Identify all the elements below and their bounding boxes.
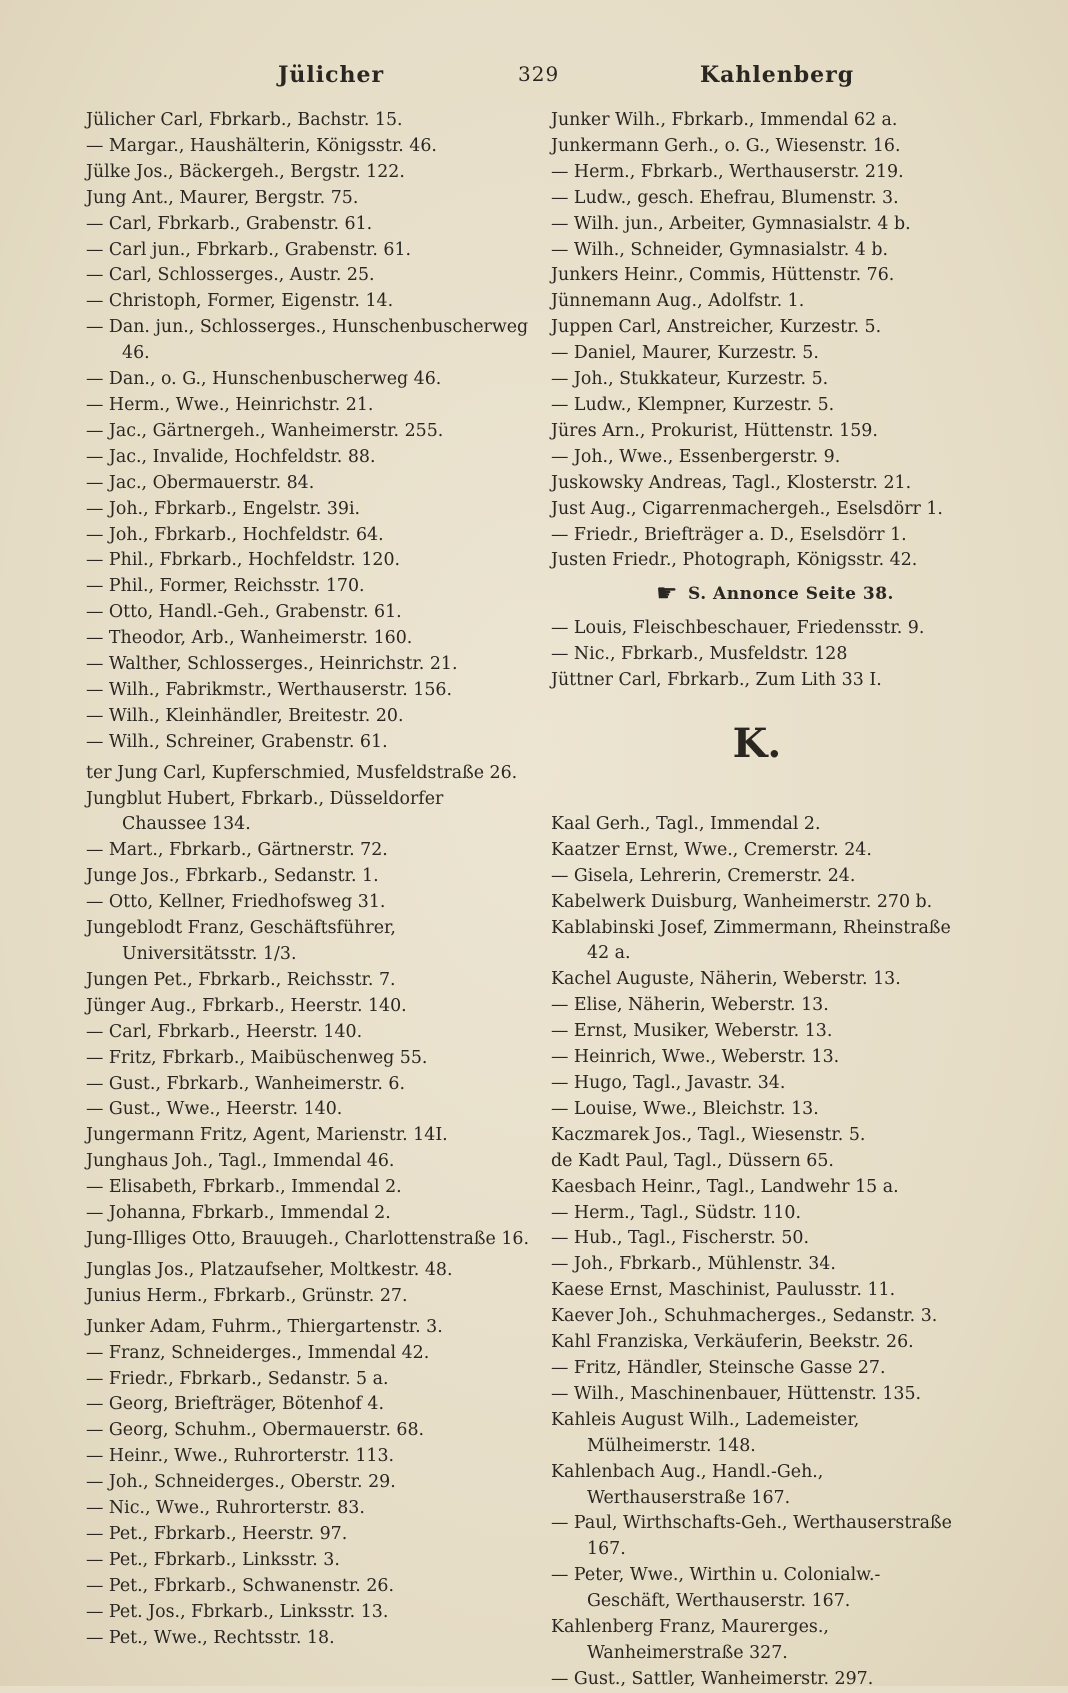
directory-entry: — Elise, Näherin, Weberstr. 13. (551, 995, 829, 1016)
directory-entry: Just Aug., Cigarrenmachergeh., Eselsdörr 1. (551, 498, 943, 519)
directory-entry: — Joh., Fbrkarb., Mühlenstr. 34. (551, 1254, 836, 1275)
directory-entry: — Jac., Gärtnergeh., Wanheimerstr. 255. (86, 420, 444, 441)
directory-entry: — Otto, Kellner, Friedhofsweg 31. (86, 892, 386, 913)
directory-entry: — Carl, Fbrkarb., Heerstr. 140. (86, 1021, 363, 1042)
directory-entry: — Herm., Fbrkarb., Werthauserstr. 219. (551, 161, 904, 182)
directory-entry: — Herm., Wwe., Heinrichstr. 21. (86, 394, 374, 415)
directory-entry: Justen Friedr., Photograph, Königsstr. 42. (551, 550, 918, 571)
page-header (0, 62, 1068, 98)
directory-entry: — Theodor, Arb., Wanheimerstr. 160. (86, 628, 413, 649)
directory-entry: — Fritz, Händler, Steinsche Gasse 27. (551, 1357, 886, 1378)
directory-entry: Kablabinski Josef, Zimmermann, Rheinstraße 42 a. (551, 917, 951, 964)
directory-entry: — Joh., Schneiderges., Oberstr. 29. (86, 1472, 396, 1493)
directory-entry: Kaczmarek Jos., Tagl., Wiesenstr. 5. (551, 1124, 866, 1145)
directory-entry: — Joh., Fbrkarb., Engelstr. 39i. (86, 498, 361, 519)
directory-entry: — Nic., Fbrkarb., Musfeldstr. 128 (551, 644, 848, 665)
header-left-word: Jülicher (278, 62, 385, 88)
directory-entry: — Dan. jun., Schlosserges., Hunschenbuscherweg 46. (86, 317, 529, 364)
directory-entry: — Otto, Handl.-Geh., Grabenstr. 61. (86, 602, 402, 623)
directory-entry: Kaal Gerh., Tagl., Immendal 2. (551, 813, 821, 834)
directory-entry: — Hub., Tagl., Fischerstr. 50. (551, 1228, 810, 1249)
right-column-mid-entries (551, 616, 963, 694)
directory-entry: Junkers Heinr., Commis, Hüttenstr. 76. (551, 265, 895, 286)
directory-entry: — Walther, Schlosserges., Heinrichstr. 21. (86, 654, 458, 675)
directory-entry: — Gust., Sattler, Wanheimerstr. 297. (551, 1668, 874, 1689)
directory-entry: Junghaus Joh., Tagl., Immendal 46. (86, 1151, 395, 1172)
directory-entry: — Wilh. jun., Arbeiter, Gymnasialstr. 4 b. (551, 213, 911, 234)
directory-entry: Jungermann Fritz, Agent, Marienstr. 14I. (86, 1125, 448, 1146)
directory-entry: — Jac., Invalide, Hochfeldstr. 88. (86, 446, 376, 467)
directory-entry: — Wilh., Maschinenbauer, Hüttenstr. 135. (551, 1383, 922, 1404)
directory-entry: — Georg, Schuhm., Obermauerstr. 68. (86, 1420, 425, 1441)
directory-entry: Kaesbach Heinr., Tagl., Landwehr 15 a. (551, 1176, 899, 1197)
directory-entry: — Louis, Fleischbeschauer, Friedensstr. 9. (551, 618, 925, 639)
directory-entry: — Georg, Briefträger, Bötenhof 4. (86, 1394, 384, 1415)
directory-entry: — Ludw., Klempner, Kurzestr. 5. (551, 394, 835, 415)
directory-entry: — Elisabeth, Fbrkarb., Immendal 2. (86, 1177, 402, 1198)
directory-entry: Juskowsky Andreas, Tagl., Klosterstr. 21. (551, 472, 912, 493)
directory-entry: — Wilh., Fabrikmstr., Werthauserstr. 156. (86, 679, 453, 700)
directory-entry: Jung Ant., Maurer, Bergstr. 75. (86, 187, 359, 208)
directory-entry: — Carl, Schlosserges., Austr. 25. (86, 265, 375, 286)
directory-entry: — Pet., Wwe., Rechtsstr. 18. (86, 1627, 335, 1648)
left-column (86, 108, 532, 1651)
directory-entry: de Kadt Paul, Tagl., Düssern 65. (551, 1150, 834, 1171)
directory-entry: — Wilh., Schreiner, Grabenstr. 61. (86, 731, 388, 752)
directory-entry: Kaese Ernst, Maschinist, Paulusstr. 11. (551, 1280, 896, 1301)
directory-entry: Kaever Joh., Schuhmacherges., Sedanstr. 3. (551, 1306, 938, 1327)
directory-entry: Jünnemann Aug., Adolfstr. 1. (551, 291, 805, 312)
directory-entry: Juppen Carl, Anstreicher, Kurzestr. 5. (551, 317, 882, 338)
directory-entry: Jüres Arn., Prokurist, Hüttenstr. 159. (551, 420, 878, 441)
directory-entry: Junkermann Gerh., o. G., Wiesenstr. 16. (551, 135, 901, 156)
directory-entry: — Mart., Fbrkarb., Gärtnerstr. 72. (86, 840, 388, 861)
directory-entry: — Phil., Fbrkarb., Hochfeldstr. 120. (86, 550, 401, 571)
directory-entry: Jungeblodt Franz, Geschäftsführer, Universitätsstr. 1/3. (86, 918, 396, 964)
directory-entry: ter Jung Carl, Kupferschmied, Musfeldstraße 26. (86, 762, 518, 783)
directory-entry: Kahlenbach Aug., Handl.-Geh., Werthauserstraße 167. (551, 1461, 824, 1508)
directory-entry: — Gisela, Lehrerin, Cremerstr. 24. (551, 865, 856, 886)
right-column-top-entries (551, 108, 963, 574)
directory-entry: Junglas Jos., Platzaufseher, Moltkestr. 48. (86, 1259, 453, 1280)
directory-entry: — Phil., Former, Reichsstr. 170. (86, 576, 365, 597)
directory-entry: — Peter, Wwe., Wirthin u. Colonialw.-Geschäft, Werthauserstr. 167. (551, 1565, 881, 1612)
directory-entry: Kahl Franziska, Verkäuferin, Beekstr. 26. (551, 1332, 914, 1353)
directory-entry: — Ludw., gesch. Ehefrau, Blumenstr. 3. (551, 187, 899, 208)
page-number: 329 (518, 62, 560, 86)
directory-entry: Jüttner Carl, Fbrkarb., Zum Lith 33 I. (551, 670, 882, 691)
directory-entry: Jülicher Carl, Fbrkarb., Bachstr. 15. (86, 110, 403, 130)
directory-entry: Jungblut Hubert, Fbrkarb., Düsseldorfer Chaussee 134. (86, 788, 444, 835)
directory-entry: Jülke Jos., Bäckergeh., Bergstr. 122. (86, 161, 405, 182)
directory-entry: — Pet. Jos., Fbrkarb., Linksstr. 13. (86, 1601, 389, 1622)
directory-entry: — Wilh., Kleinhändler, Breitestr. 20. (86, 705, 404, 726)
directory-entry: — Gust., Wwe., Heerstr. 140. (86, 1099, 343, 1120)
directory-entry: — Dan., o. G., Hunschenbuscherweg 46. (86, 369, 442, 390)
directory-entry: — Nic., Wwe., Ruhrorterstr. 83. (86, 1498, 365, 1519)
directory-entry: — Wilh., Schneider, Gymnasialstr. 4 b. (551, 239, 889, 260)
directory-entry: — Margar., Haushälterin, Königsstr. 46. (86, 135, 437, 156)
annonce-notice (551, 581, 963, 608)
directory-entry: Junius Herm., Fbrkarb., Grünstr. 27. (86, 1285, 408, 1306)
directory-entry: — Heinrich, Wwe., Weberstr. 13. (551, 1047, 840, 1068)
directory-entry: — Paul, Wirthschafts-Geh., Werthauserstraße 167. (551, 1513, 952, 1560)
directory-entry: — Gust., Fbrkarb., Wanheimerstr. 6. (86, 1073, 405, 1094)
right-column-bottom-entries (551, 812, 963, 1693)
directory-entry: — Carl, Fbrkarb., Grabenstr. 61. (86, 213, 373, 234)
directory-entry: — Joh., Fbrkarb., Hochfeldstr. 64. (86, 524, 384, 545)
section-letter: K. (732, 719, 782, 767)
right-column (551, 108, 963, 1693)
directory-entry: — Friedr., Briefträger a. D., Eselsdörr 1. (551, 524, 907, 545)
directory-entry: Kaatzer Ernst, Wwe., Cremerstr. 24. (551, 839, 872, 860)
directory-entry: Junge Jos., Fbrkarb., Sedanstr. 1. (86, 866, 379, 887)
directory-entry: — Louise, Wwe., Bleichstr. 13. (551, 1098, 819, 1119)
directory-entry: Jung-Illiges Otto, Brauugeh., Charlottenstraße 16. (86, 1228, 530, 1249)
directory-entry: Kabelwerk Duisburg, Wanheimerstr. 270 b. (551, 891, 933, 912)
directory-entry: Jungen Pet., Fbrkarb., Reichsstr. 7. (86, 969, 396, 990)
directory-entry: — Johanna, Fbrkarb., Immendal 2. (86, 1203, 391, 1224)
directory-entry: — Ernst, Musiker, Weberstr. 13. (551, 1021, 833, 1042)
directory-entry: — Pet., Fbrkarb., Heerstr. 97. (86, 1523, 348, 1544)
annonce-text: S. Annonce Seite 38. (688, 584, 894, 605)
pointing-hand-icon: ☛ (656, 579, 679, 608)
directory-entry: — Pet., Fbrkarb., Schwanenstr. 26. (86, 1575, 394, 1596)
directory-entry: — Daniel, Maurer, Kurzestr. 5. (551, 343, 819, 364)
header-right-word: Kahlenberg (700, 62, 855, 88)
directory-entry: — Joh., Wwe., Essenbergerstr. 9. (551, 446, 841, 467)
directory-entry: Kahlenberg Franz, Maurerges., Wanheimerstraße 327. (551, 1617, 829, 1663)
directory-entry: — Herm., Tagl., Südstr. 110. (551, 1202, 801, 1223)
directory-entry: Jünger Aug., Fbrkarb., Heerstr. 140. (86, 995, 407, 1016)
directory-entry: — Carl jun., Fbrkarb., Grabenstr. 61. (86, 239, 412, 260)
directory-entry: — Fritz, Fbrkarb., Maibüschenweg 55. (86, 1047, 428, 1068)
directory-entry: — Friedr., Fbrkarb., Sedanstr. 5 a. (86, 1368, 389, 1389)
directory-entry: — Hugo, Tagl., Javastr. 34. (551, 1073, 786, 1093)
directory-entry: Junker Wilh., Fbrkarb., Immendal 62 a. (551, 110, 898, 130)
directory-entry: — Joh., Stukkateur, Kurzestr. 5. (551, 369, 829, 390)
directory-entry: — Franz, Schneiderges., Immendal 42. (86, 1342, 430, 1363)
directory-entry: Kahleis August Wilh., Lademeister, Mülheimerstr. 148. (551, 1409, 860, 1456)
directory-entry: — Pet., Fbrkarb., Linksstr. 3. (86, 1549, 340, 1570)
directory-entry: — Heinr., Wwe., Ruhrorterstr. 113. (86, 1446, 395, 1467)
directory-entry: — Christoph, Former, Eigenstr. 14. (86, 291, 394, 312)
directory-entry: Junker Adam, Fuhrm., Thiergartenstr. 3. (86, 1316, 443, 1337)
directory-entry: — Jac., Obermauerstr. 84. (86, 472, 315, 493)
directory-entry: Kachel Auguste, Näherin, Weberstr. 13. (551, 969, 901, 990)
